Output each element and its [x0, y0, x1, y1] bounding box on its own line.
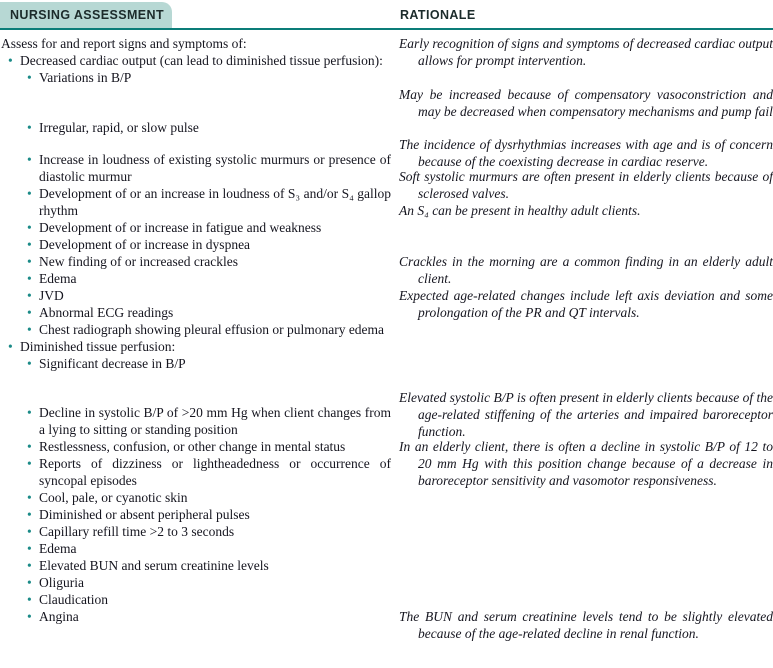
bullet-icon: • [27, 70, 32, 85]
rationale-text: Expected age-related changes include left axis deviation and some prolongation of the PR and QT intervals. [399, 288, 773, 320]
bullet-icon: • [27, 456, 32, 471]
assessment-item [1, 438, 391, 455]
assessment-item-text: Development of or an increase in loudness of S₃ and/or S₄ gallop rhythm [39, 186, 391, 218]
assessment-item [1, 253, 391, 270]
assessment-item [1, 69, 391, 86]
assessment-item-text: Development of or increase in dyspnea [39, 237, 251, 252]
rationale-text: An S₄ can be present in healthy adult clients. [399, 203, 641, 218]
assessment-item-text: Edema [39, 271, 77, 286]
assessment-item-text: Irregular, rapid, or slow pulse [39, 120, 199, 135]
assessment-item-text: Development of or increase in fatigue and weakness [39, 220, 322, 235]
bullet-icon: • [8, 339, 13, 354]
assessment-item-text: Angina [39, 609, 79, 624]
bullet-icon: • [27, 592, 32, 607]
bullet-icon: • [27, 356, 32, 371]
bullet-icon: • [27, 186, 32, 201]
assessment-item [1, 455, 391, 489]
assessment-item-text: Chest radiograph showing pleural effusion or pulmonary edema [39, 322, 385, 337]
assessment-item-text: Variations in B/P [39, 70, 132, 85]
assessment-item-text: Edema [39, 541, 77, 556]
assessment-item [1, 52, 391, 69]
assessment-item-text: Decline in systolic B/P of >20 mm Hg when client changes from a lying to sitting or standing position [39, 405, 391, 437]
bullet-icon: • [27, 305, 32, 320]
assessment-item [1, 270, 391, 287]
rationale-text: May be increased because of compensatory vasoconstriction and may be decreased when compensatory mechanisms and pump fail [399, 87, 773, 119]
bullet-icon: • [27, 405, 32, 420]
assessment-item-text: Elevated BUN and serum creatinine levels [39, 558, 269, 573]
assessment-item [1, 321, 391, 338]
assessment-item-text: Reports of dizziness or lightheadedness or occurrence of syncopal episodes [39, 456, 391, 488]
assessment-item [1, 506, 391, 523]
assessment-item-text: Abnormal ECG readings [39, 305, 174, 320]
bullet-icon: • [27, 558, 32, 573]
assessment-item [1, 287, 391, 304]
bullet-icon: • [27, 322, 32, 337]
table-body [0, 33, 773, 668]
assessment-item [1, 304, 391, 321]
assessment-item [1, 540, 391, 557]
assessment-item-text: Significant decrease in B/P [39, 356, 186, 371]
bullet-icon: • [27, 507, 32, 522]
assessment-item-text: Increase in loudness of existing systolic murmurs or presence of diastolic murmur [39, 152, 391, 184]
assessment-item [1, 608, 391, 625]
bullet-icon: • [27, 254, 32, 269]
bullet-icon: • [27, 120, 32, 135]
assessment-item-text: Decreased cardiac output (can lead to diminished tissue perfusion): [20, 53, 383, 68]
assessment-item [1, 591, 391, 608]
header-rule [0, 28, 773, 30]
assessment-item-text: Diminished or absent peripheral pulses [39, 507, 250, 522]
assessment-item [1, 557, 391, 574]
bullet-icon: • [27, 524, 32, 539]
assessment-item [1, 219, 391, 236]
rationale-text: In an elderly client, there is often a decline in systolic B/P of 12 to 20 mm Hg with this position change because of a decrease in baroreceptor sensitivity and vasomotor responsiveness. [399, 439, 773, 488]
rationale-header-label: RATIONALE [400, 8, 476, 22]
rationale-text: Elevated systolic B/P is often present in elderly clients because of the age-related stiffening of the arteries and impaired baroreceptor function. [399, 390, 773, 439]
rationale-text: The incidence of dysrhythmias increases with age and is of concern because of the coexisting decrease in cardiac reserve. [399, 137, 773, 169]
assessment-item [1, 151, 391, 185]
assessment-item [1, 404, 391, 438]
assessment-item [1, 523, 391, 540]
assessment-item [1, 574, 391, 591]
rationale-text: The BUN and serum creatinine levels tend to be slightly elevated because of the age-related decline in renal function. [399, 609, 773, 641]
bullet-icon: • [27, 575, 32, 590]
nursing-assessment-header-label: NURSING ASSESSMENT [10, 8, 164, 22]
assessment-item-text: Cool, pale, or cyanotic skin [39, 490, 188, 505]
assessment-item [1, 119, 391, 136]
bullet-icon: • [27, 220, 32, 235]
bullet-icon: • [27, 541, 32, 556]
assessment-column [1, 35, 391, 625]
assessment-item-text: JVD [39, 288, 64, 303]
assessment-item-text: Oliguria [39, 575, 84, 590]
assessment-item-text: Restlessness, confusion, or other change in mental status [39, 439, 346, 454]
bullet-icon: • [27, 271, 32, 286]
bullet-icon: • [27, 237, 32, 252]
nursing-assessment-header-tab [0, 2, 172, 28]
assessment-item-text: Capillary refill time >2 to 3 seconds [39, 524, 235, 539]
assessment-item [1, 355, 391, 372]
bullet-icon: • [27, 152, 32, 167]
assessment-item [1, 185, 391, 219]
bullet-icon: • [27, 439, 32, 454]
rationale-text: Crackles in the morning are a common finding in an elderly adult client. [399, 254, 773, 286]
rationale-text: Soft systolic murmurs are often present in elderly clients because of sclerosed valves. [399, 169, 773, 201]
assessment-item-text: New finding of or increased crackles [39, 254, 239, 269]
assessment-item-text: Diminished tissue perfusion: [20, 339, 176, 354]
bullet-icon: • [8, 53, 13, 68]
assessment-item [1, 236, 391, 253]
bullet-icon: • [27, 609, 32, 624]
assessment-item-text: Claudication [39, 592, 108, 607]
assessment-item [1, 338, 391, 355]
assessment-intro: Assess for and report signs and symptoms of: [1, 36, 247, 51]
bullet-icon: • [27, 288, 32, 303]
rationale-text: Early recognition of signs and symptoms of decreased cardiac output allows for prompt intervention. [399, 36, 773, 68]
assessment-item [1, 489, 391, 506]
bullet-icon: • [27, 490, 32, 505]
